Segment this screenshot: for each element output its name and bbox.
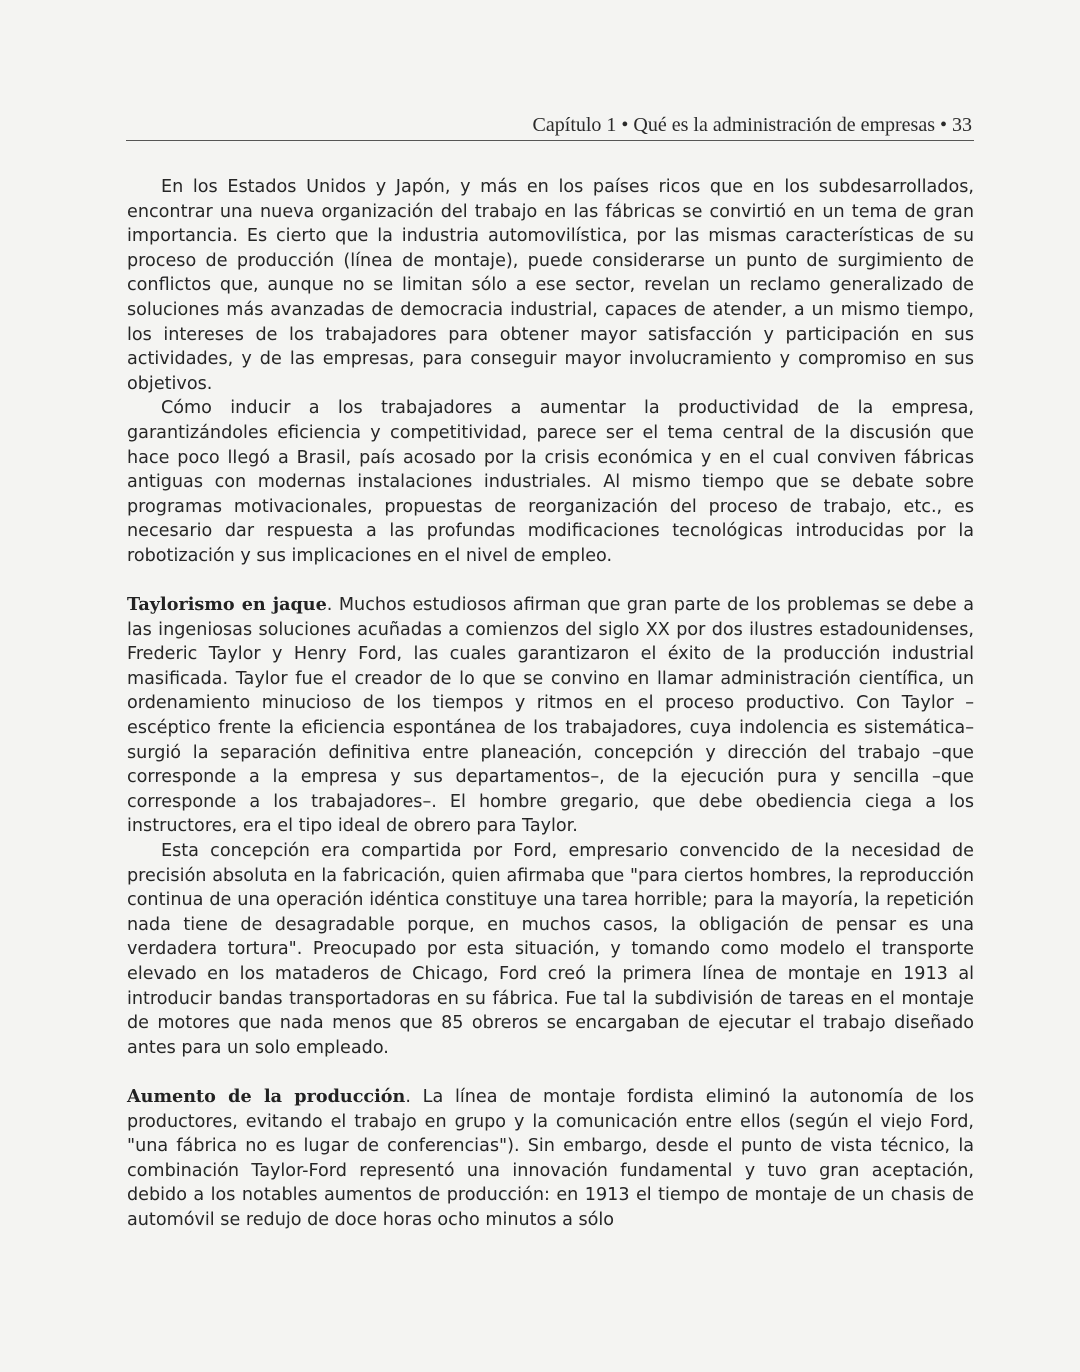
paragraph-taylorismo-text: . Muchos estudiosos afirman que gran parte de los problemas se debe a las ingeniosas soluciones acuñadas a comienzos del siglo XX por dos ilustres estadounidenses, Frederic Taylor y Henry Ford, las cuales garantizaron el éxito de la producción industrial masificada. Taylor fue el creador de lo que se convino en llamar administración científica, un ordenamiento minucioso de los tiempos y ritmos en el proceso productivo. Con Taylor –escéptico frente la eficiencia espontánea de los trabajadores, cuya indolencia es sistemática– surgió la separación definitiva entre planeación, concepción y dirección del trabajo –que corresponde a la empresa y sus departamentos–, de la ejecución pura y sencilla –que corresponde a los trabajadores–. El hombre gregario, que debe obediencia ciega a los instructores, era el tipo ideal de obrero para Taylor. xyxy=(127,595,975,837)
paragraph-intro: En los Estados Unidos y Japón, y más en los países ricos que en los subdesarrollados, encontrar una nueva organización del trabajo en las fábricas se convirtió en un tema de gran importancia. Es cierto que la industria automovilística, por las mismas características de su proceso de producción (línea de montaje), puede considerarse un punto de surgimiento de conflictos que, aunque no se limitan sólo a ese sector, revelan un reclamo generalizado de soluciones más avanzadas de democracia industrial, capaces de atender, a un mismo tiempo, los intereses de los trabajadores para obtener mayor satisfacción y participación en sus actividades, y de las empresas, para conseguir mayor involucramiento y compromiso en sus objetivos. xyxy=(127,177,974,394)
header-rule xyxy=(126,140,974,141)
section-heading-taylorismo: Taylorismo en jaque xyxy=(127,594,327,616)
section-heading-aumento: Aumento de la producción xyxy=(127,1085,406,1107)
paragraph-aumento-text: . La línea de montaje fordista eliminó la autonomía de los productores, evitando el trabajo en grupo y la comunicación entre ellos (según el viejo Ford, "una fábrica no es lugar de conferencias"). Sin embargo, desde el punto de vista técnico, la combinación Taylor-Ford representó una innovación fundamental y tuvo gran aceptación, debido a los notables aumentos de producción: en 1913 el tiempo de montaje de un chasis de automóvil se redujo de doce horas ocho minutos a sólo xyxy=(127,1086,974,1230)
paragraph-ford: Esta concepción era compartida por Ford, empresario convencido de la necesidad de precisión absoluta en la fabricación, quien afirmaba que "para ciertos hombres, la reproducción continua de una operación idéntica constituye una tarea horrible; para la mayoría, la repetición nada tiene de desagradable porque, en muchos casos, la obligación de pensar es una verdadera tortura". Preocupado por esta situación, y tomando como modelo el transporte elevado en los mataderos de Chicago, Ford creó la primera línea de montaje en 1913 al introducir bandas transportadoras en su fábrica. Fue tal la subdivisión de tareas en el montaje de motores que nada menos que 85 obreros se encargaban de ejecutar el trabajo diseñado antes para un solo empleado. xyxy=(127,841,974,1058)
body-text xyxy=(127,175,974,1233)
running-header: Capítulo 1 • Qué es la administración de empresas • 33 xyxy=(532,114,972,136)
paragraph-taylorismo xyxy=(127,593,974,839)
paragraph-aumento xyxy=(127,1085,974,1233)
paragraph-productivity: Cómo inducir a los trabajadores a aumentar la productividad de la empresa, garantizándoles eficiencia y competitividad, parece ser el tema central de la discusión que hace poco llegó a Brasil, país acosado por la crisis económica y en el cual conviven fábricas antiguas con modernas instalaciones industriales. Al mismo tiempo que se debate sobre programas motivacionales, propuestas de reorganización del proceso de trabajo, etc., es necesario dar respuesta a las profundas modificaciones tecnológicas introducidas por la robotización y sus implicaciones en el nivel de empleo. xyxy=(127,398,974,566)
